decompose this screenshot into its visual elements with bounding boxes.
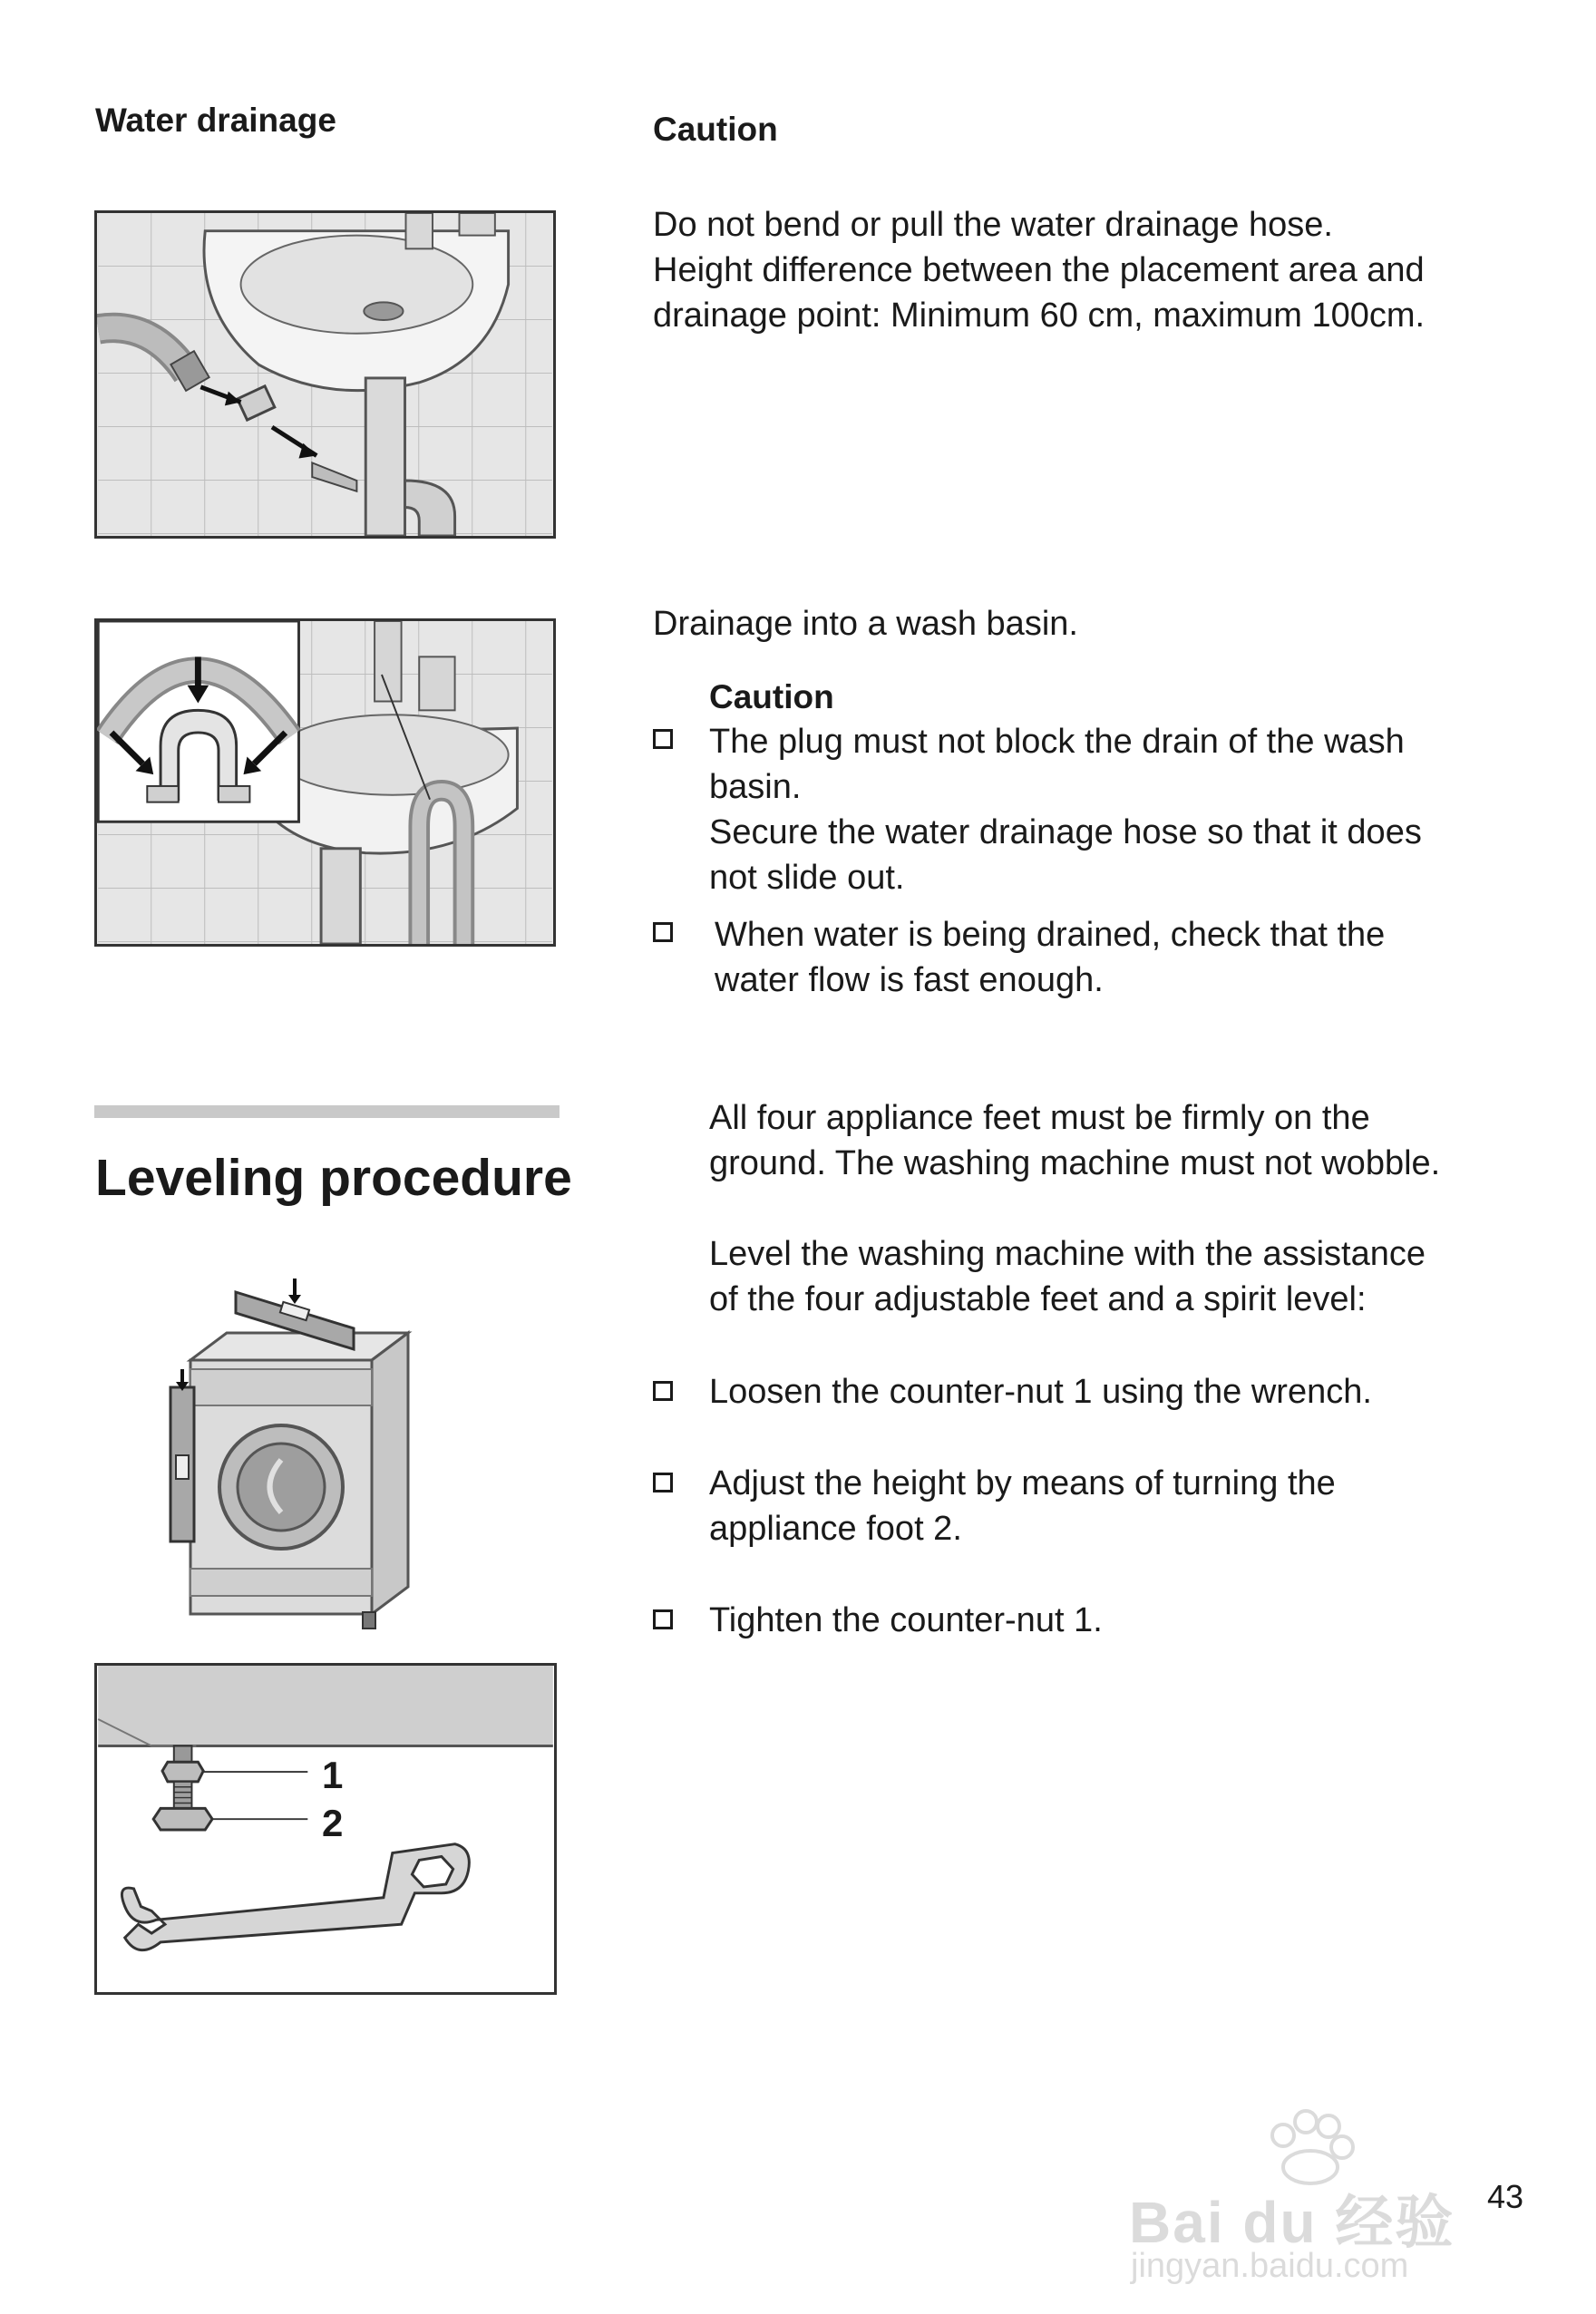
leveling-para-2 (709, 1231, 1426, 1322)
wash-basin-intro: Drainage into a wash basin. (653, 605, 1078, 643)
leveling-para1-line-2: ground. The washing machine must not wobble. (709, 1144, 1441, 1182)
bullet1-line-2: basin. (709, 768, 802, 806)
section-divider (94, 1105, 560, 1118)
leveling-step-3 (709, 1598, 1103, 1643)
caution-line-2: Height difference between the placement area and (653, 251, 1425, 289)
washing-machine-illustration (145, 1279, 435, 1641)
bullet1-line-4: not slide out. (709, 859, 905, 897)
page-number: 43 (1487, 2178, 1524, 2215)
wash-basin-bullet-2 (715, 912, 1385, 1003)
bullet2-line-1: When water is being drained, check that the (715, 916, 1386, 954)
bullet1-line-1: The plug must not block the drain of the wash (709, 723, 1405, 761)
figure-hose-on-basin (94, 618, 556, 947)
leveling-step-1 (709, 1369, 1372, 1415)
figure-washing-machine (145, 1279, 435, 1641)
figure-adjustable-foot (94, 1663, 557, 1995)
bullet2-line-2: water flow is fast enough. (715, 961, 1104, 999)
caution-heading: Caution (653, 111, 778, 148)
baidu-watermark (1129, 2104, 1510, 2285)
step2-line-1: Adjust the height by means of turning the (709, 1464, 1336, 1502)
water-drainage-heading: Water drainage (95, 102, 336, 139)
hose-connection-illustration (97, 213, 553, 536)
leveling-title: Leveling procedure (95, 1149, 572, 1207)
callout-label-1: 1 (322, 1754, 344, 1796)
bullet1-line-3: Secure the water drainage hose so that it does (709, 813, 1422, 851)
step1-line-1: Loosen the counter-nut 1 using the wrench. (709, 1373, 1372, 1411)
bullet-checkbox-icon (653, 1473, 673, 1492)
leveling-para2-line-2: of the four adjustable feet and a spirit level: (709, 1280, 1367, 1318)
bullet-checkbox-icon (653, 1381, 673, 1401)
bullet-checkbox-icon (653, 1609, 673, 1629)
hose-on-basin-illustration (97, 621, 553, 944)
leveling-para2-line-1: Level the washing machine with the assistance (709, 1235, 1426, 1273)
caution-line-3: drainage point: Minimum 60 cm, maximum 100cm. (653, 297, 1426, 335)
paw-logo-icon (1129, 2104, 1510, 2185)
figure-hose-connection (94, 210, 556, 539)
step3-line-1: Tighten the counter-nut 1. (709, 1601, 1103, 1639)
wash-basin-caution-heading: Caution (709, 678, 834, 715)
bullet-checkbox-icon (653, 922, 673, 942)
bullet-checkbox-icon (653, 729, 673, 749)
leveling-step-2 (709, 1461, 1336, 1551)
watermark-brand: Bai du 经验 (1129, 2190, 1455, 2255)
watermark-url: jingyan.baidu.com (1131, 2247, 1409, 2285)
leveling-para1-line-1: All four appliance feet must be firmly on the (709, 1099, 1370, 1137)
wash-basin-bullet-1 (709, 719, 1422, 900)
callout-label-2: 2 (322, 1802, 344, 1844)
caution-line-1: Do not bend or pull the water drainage hose. (653, 206, 1333, 244)
step2-line-2: appliance foot 2. (709, 1510, 962, 1548)
leveling-para-1 (709, 1095, 1440, 1186)
caution-paragraph (653, 202, 1425, 338)
